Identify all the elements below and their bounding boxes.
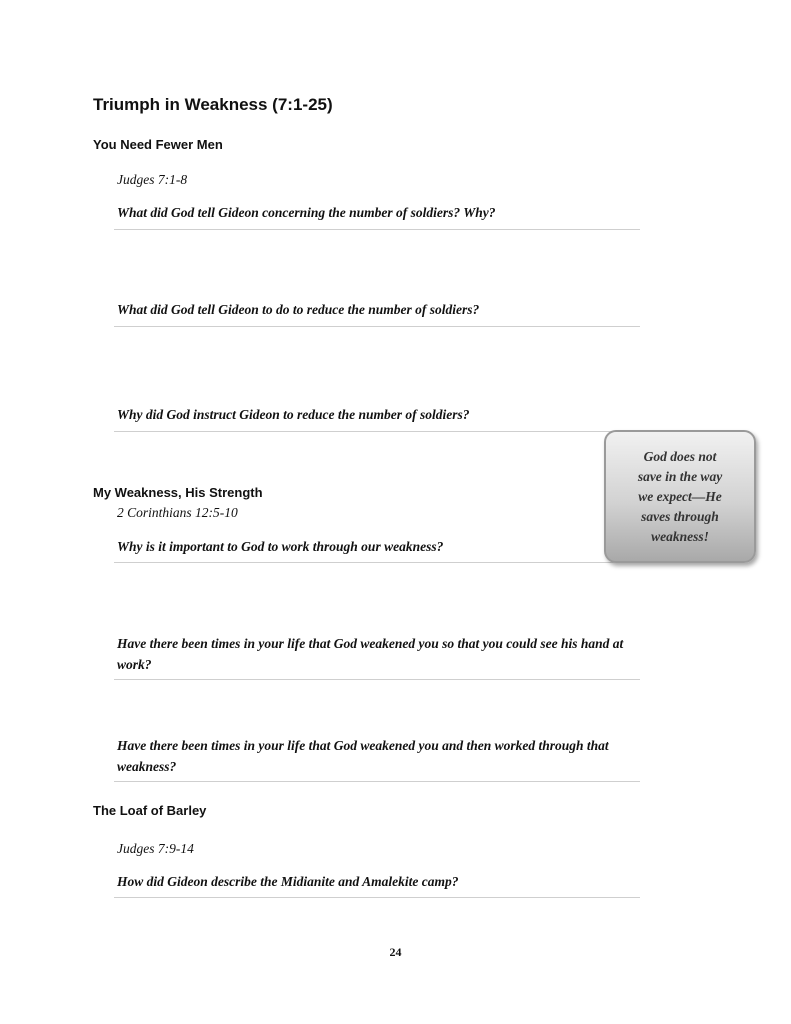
section-heading: The Loaf of Barley <box>93 803 207 818</box>
section-heading: You Need Fewer Men <box>93 137 223 152</box>
callout-box <box>604 430 756 563</box>
study-question: Have there been times in your life that God weakened you so that you could see his hand at work? <box>117 636 624 672</box>
page-number: 24 <box>389 945 402 959</box>
study-question: What did God tell Gideon to do to reduce the number of soldiers? <box>117 302 480 317</box>
scripture-reference: Judges 7:1-8 <box>117 172 188 187</box>
answer-line <box>114 431 640 432</box>
scripture-reference: 2 Corinthians 12:5-10 <box>117 505 238 520</box>
answer-line <box>114 562 640 563</box>
answer-line <box>114 326 640 327</box>
scripture-reference: Judges 7:9-14 <box>117 841 194 856</box>
study-question: Have there been times in your life that God weakened you and then worked through that weakness? <box>117 738 609 774</box>
study-question: Why did God instruct Gideon to reduce the number of soldiers? <box>117 407 470 422</box>
answer-line <box>114 679 640 680</box>
callout-text: God does not save in the way we expect—He saves through weakness! <box>637 448 723 544</box>
answer-line <box>114 897 640 898</box>
answer-line <box>114 229 640 230</box>
study-question: What did God tell Gideon concerning the number of soldiers? Why? <box>117 205 496 220</box>
section-heading: My Weakness, His Strength <box>93 485 263 500</box>
study-question: Why is it important to God to work through our weakness? <box>117 539 444 554</box>
page-title: Triumph in Weakness (7:1-25) <box>93 95 333 114</box>
study-question: How did Gideon describe the Midianite and Amalekite camp? <box>117 874 459 889</box>
answer-line <box>114 781 640 782</box>
